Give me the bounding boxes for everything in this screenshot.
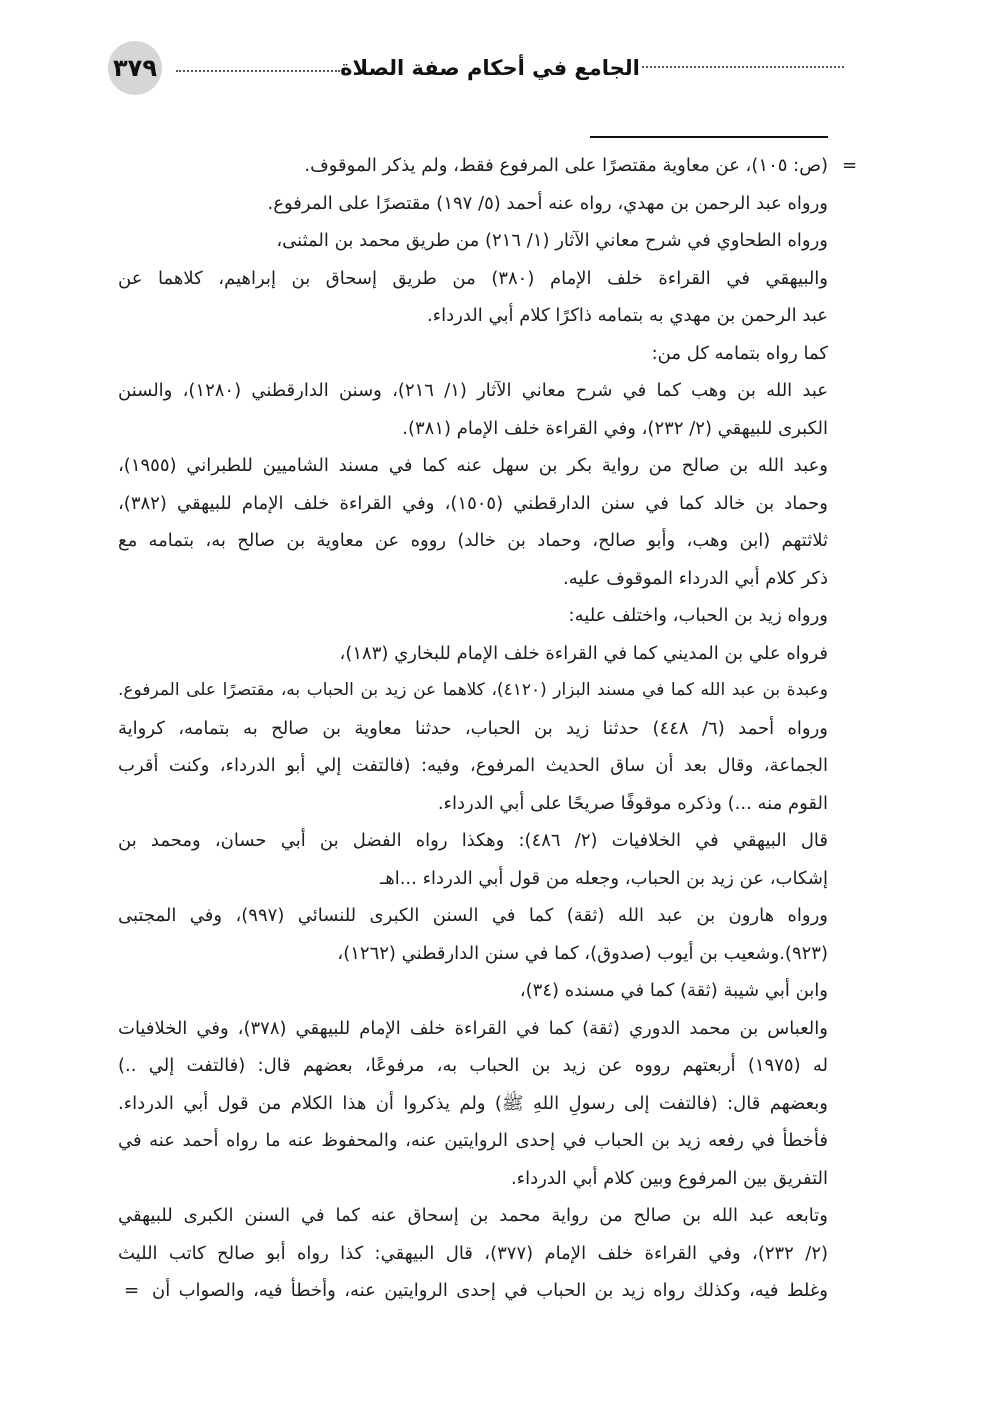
footnote-line: له (١٩٧٥) أربعتهم رووه عن زيد بن الحباب به، مرفوعًا، بعضهم قال: (فالتفت إلي ..) [118, 1055, 828, 1076]
footnote-line: وتابعه عبد الله بن صالح من رواية محمد بن إسحاق عنه كما في السنن الكبرى للبيهقي [118, 1205, 828, 1226]
footnote-line: فأخطأ في رفعه زيد بن الحباب في إحدى الروايتين عنه، والمحفوظ عنه ما رواه أحمد عنه في [118, 1130, 828, 1151]
continuation-marker-bottom: = [124, 1280, 140, 1301]
footnote-line: وحماد بن خالد كما في سنن الدارقطني (١٥٠٥)، وفي القراءة خلف الإمام للبيهقي (٣٨٢)، [118, 492, 828, 514]
footnote-line: ورواه عبد الرحمن بن مهدي، رواه عنه أحمد (٥/ ١٩٧) مقتصرًا على المرفوع. [267, 192, 828, 214]
page-number-badge [108, 41, 162, 95]
footnote-line: والعباس بن محمد الدوري (ثقة) كما في القراءة خلف الإمام للبيهقي (٣٧٨)، وفي الخلافيات [118, 1017, 828, 1039]
footnote-line: ورواه الطحاوي في شرح معاني الآثار (١/ ٢١٦) من طريق محمد بن المثنى، [276, 230, 828, 251]
footnote-line: قال البيهقي في الخلافيات (٢/ ٤٨٦): وهكذا رواه الفضل بن أبي حسان، ومحمد بن [118, 830, 828, 851]
footnote-line: (ص: ١٠٥)، عن معاوية مقتصرًا على المرفوع فقط، ولم يذكر الموقوف. [304, 155, 828, 176]
footnote-separator-rule [590, 136, 828, 138]
footnote-line: الجماعة، وقال بعد أن ساق الحديث المرفوع، وفيه: (فالتفت إلي أبو الدرداء، وكنت أقرب [118, 755, 828, 776]
footnote-line: كما رواه بتمامه كل من: [651, 342, 828, 364]
running-head-title: الجامع في أحكام صفة الصلاة [340, 56, 640, 80]
footnote-line: ورواه أحمد (٦/ ٤٤٨) حدثنا زيد بن الحباب، حدثنا معاوية بن صالح به بتمامه، كرواية [118, 717, 828, 739]
continuation-marker-top: = [842, 155, 858, 176]
footnote-line: وبعضهم قال: (فالتفت إلى رسولِ اللهِ ﷺ) ولم يذكروا أن هذا الكلام من قول أبي الدرداء. [118, 1092, 828, 1114]
footnote-last-row [118, 1272, 828, 1310]
footnote-line: التفريق بين المرفوع وبين كلام أبي الدرداء. [510, 1167, 828, 1189]
footnote-line: الكبرى للبيهقي (٢/ ٢٣٢)، وفي القراءة خلف الإمام (٣٨١). [402, 417, 828, 439]
footnote-line: عبد الله بن وهب كما في شرح معاني الآثار (١/ ٢١٦)، وسنن الدارقطني (١٢٨٠)، والسنن [118, 380, 829, 401]
footnote-line: وغلط فيه، وكذلك رواه زيد بن الحباب في إحدى الروايتين عنه، وأخطأ فيه، والصواب أن [152, 1280, 828, 1301]
footnote-line: ثلاثتهم (ابن وهب، وأبو صالح، وحماد بن خالد) رووه عن معاوية بن صالح به، بتمامه مع [118, 530, 828, 551]
footnote-line: إشكاب، عن زيد بن الحباب، وجعله من قول أبي الدرداء ...اهـ [379, 867, 828, 889]
header-dotted-leader-right [642, 66, 844, 68]
footnote-line: فرواه علي بن المديني كما في القراءة خلف الإمام للبخاري (١٨٣)، [339, 642, 828, 664]
footnote-line: ورواه زيد بن الحباب، واختلف عليه: [568, 605, 828, 626]
footnote-line: (٩٢٣).وشعيب بن أيوب (صدوق)، كما في سنن الدارقطني (١٢٦٢)، [337, 942, 828, 964]
footnote-line: القوم منه ...) وذكره موقوفًا صريحًا على أبي الدرداء. [437, 792, 828, 814]
footnote-line: وعبدة بن عبد الله كما في مسند البزار (٤١٢٠)، كلاهما عن زيد بن الحباب به، مقتصرًا على المرفوع. [118, 680, 828, 700]
header-dotted-leader-left [176, 70, 340, 72]
footnote-line: ذكر كلام أبي الدرداء الموقوف عليه. [563, 567, 828, 589]
page-number: ٣٧٩ [113, 54, 157, 82]
footnote-line: وعبد الله بن صالح من رواية بكر بن سهل عنه كما في مسند الشاميين للطبراني (١٩٥٥)، [118, 455, 828, 476]
footnote-line: والبيهقي في القراءة خلف الإمام (٣٨٠) من طريق إسحاق بن إبراهيم، كلاهما عن [118, 267, 828, 289]
footnote-body [118, 147, 828, 1310]
footnote-line: ورواه هارون بن عبد الله (ثقة) كما في السنن الكبرى للنسائي (٩٩٧)، وفي المجتبى [118, 905, 829, 926]
footnote-line: (٢/ ٢٣٢)، وفي القراءة خلف الإمام (٣٧٧)، قال البيهقي: كذا رواه أبو صالح كاتب الليث [118, 1242, 829, 1264]
footnote-line: وابن أبي شيبة (ثقة) كما في مسنده (٣٤)، [519, 980, 828, 1001]
footnote-line: عبد الرحمن بن مهدي به بتمامه ذاكرًا كلام أبي الدرداء. [426, 305, 828, 326]
